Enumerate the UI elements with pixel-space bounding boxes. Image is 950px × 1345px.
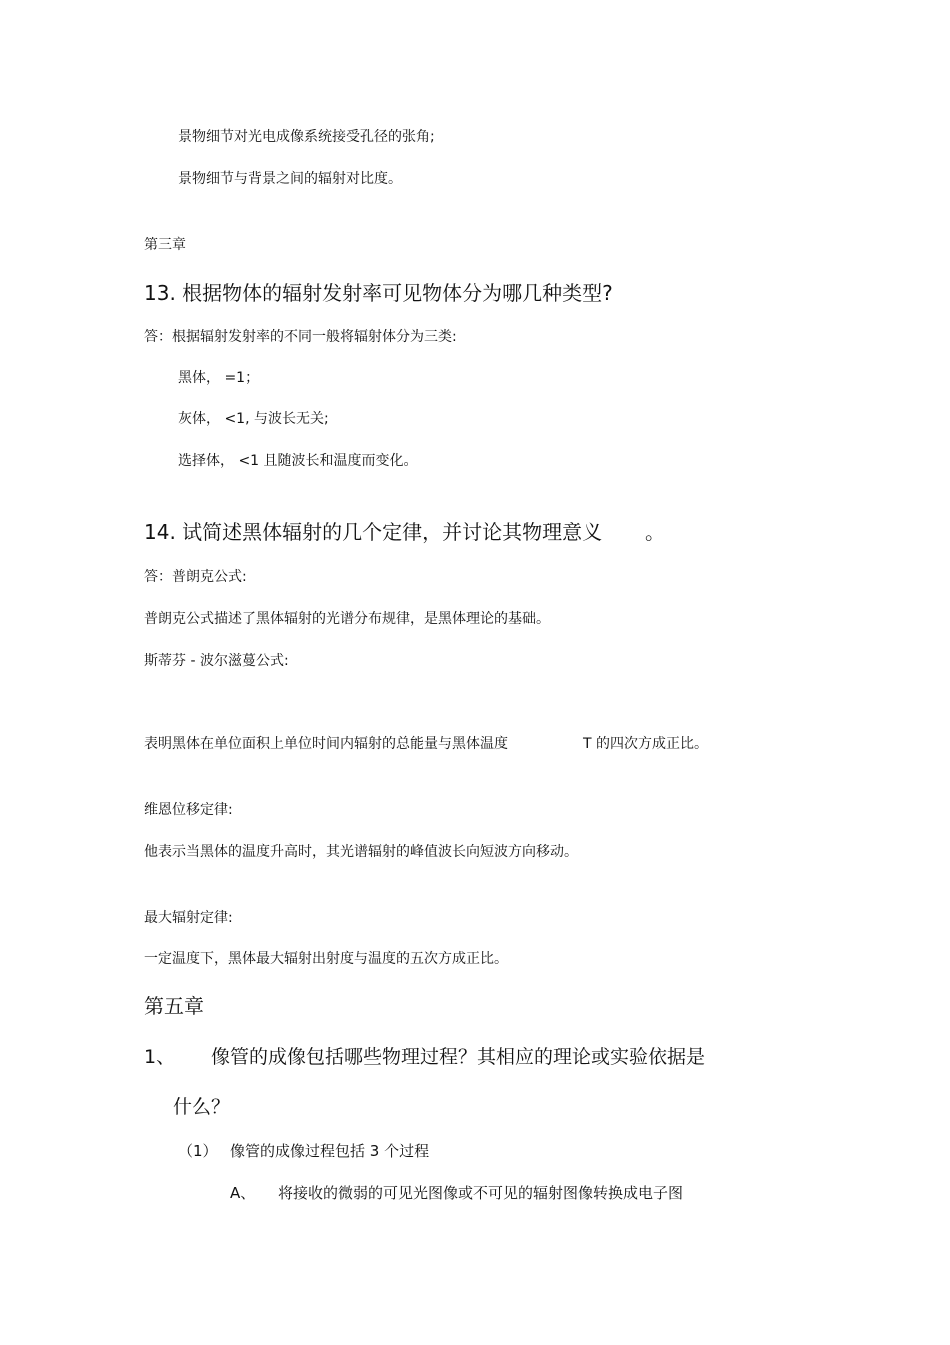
item-a-text: 将接收的微弱的可见光图像或不可见的辐射图像转换成电子图 xyxy=(278,1184,684,1202)
max-radiation-description: 一定温度下，黑体最大辐射出射度与温度的五次方成正比。 xyxy=(144,951,508,967)
chapter-3-heading: 第三章 xyxy=(144,237,186,253)
type-selective: 选择体， <1 且随波长和温度而变化。 xyxy=(178,453,418,469)
type-graybody: 灰体， <1, 与波长无关; xyxy=(178,411,329,427)
question-13: 13. 根据物体的辐射发射率可见物体分为哪几种类型? xyxy=(144,281,613,305)
point-1-number: （1） xyxy=(178,1142,218,1160)
item-a-label: A、 xyxy=(230,1184,256,1202)
answer-13-intro: 答：根据辐射发射率的不同一般将辐射体分为三类: xyxy=(144,329,457,345)
point-1-text: 像管的成像过程包括 3 个过程 xyxy=(230,1142,430,1160)
text-line-contrast: 景物细节与背景之间的辐射对比度。 xyxy=(178,171,402,187)
question-1: 像管的成像包括哪些物理过程？其相应的理论或实验依据是 xyxy=(211,1046,706,1068)
planck-description: 普朗克公式描述了黑体辐射的光谱分布规律，是黑体理论的基础。 xyxy=(144,611,550,627)
text-line-subtended-angle: 景物细节对光电成像系统接受孔径的张角; xyxy=(178,129,435,145)
stefan-boltzmann-heading: 斯蒂芬 - 波尔滋蔓公式: xyxy=(144,653,289,669)
stefan-boltzmann-description-end: T 的四次方成正比。 xyxy=(583,736,709,752)
answer-14-planck: 答：普朗克公式: xyxy=(144,569,247,585)
question-1-number: 1、 xyxy=(144,1046,176,1068)
stefan-boltzmann-description: 表明黑体在单位面积上单位时间内辐射的总能量与黑体温度 xyxy=(144,736,508,752)
max-radiation-heading: 最大辐射定律: xyxy=(144,910,233,926)
question-14-end: 。 xyxy=(645,520,665,544)
chapter-5-heading: 第五章 xyxy=(144,994,204,1018)
wien-description: 他表示当黑体的温度升高时，其光谱辐射的峰值波长向短波方向移动。 xyxy=(144,844,578,860)
type-blackbody: 黑体， =1； xyxy=(178,370,260,386)
question-14: 14. 试简述黑体辐射的几个定律，并讨论其物理意义 xyxy=(144,520,603,544)
question-1-continued: 什么？ xyxy=(173,1096,231,1118)
wien-heading: 维恩位移定律: xyxy=(144,802,233,818)
